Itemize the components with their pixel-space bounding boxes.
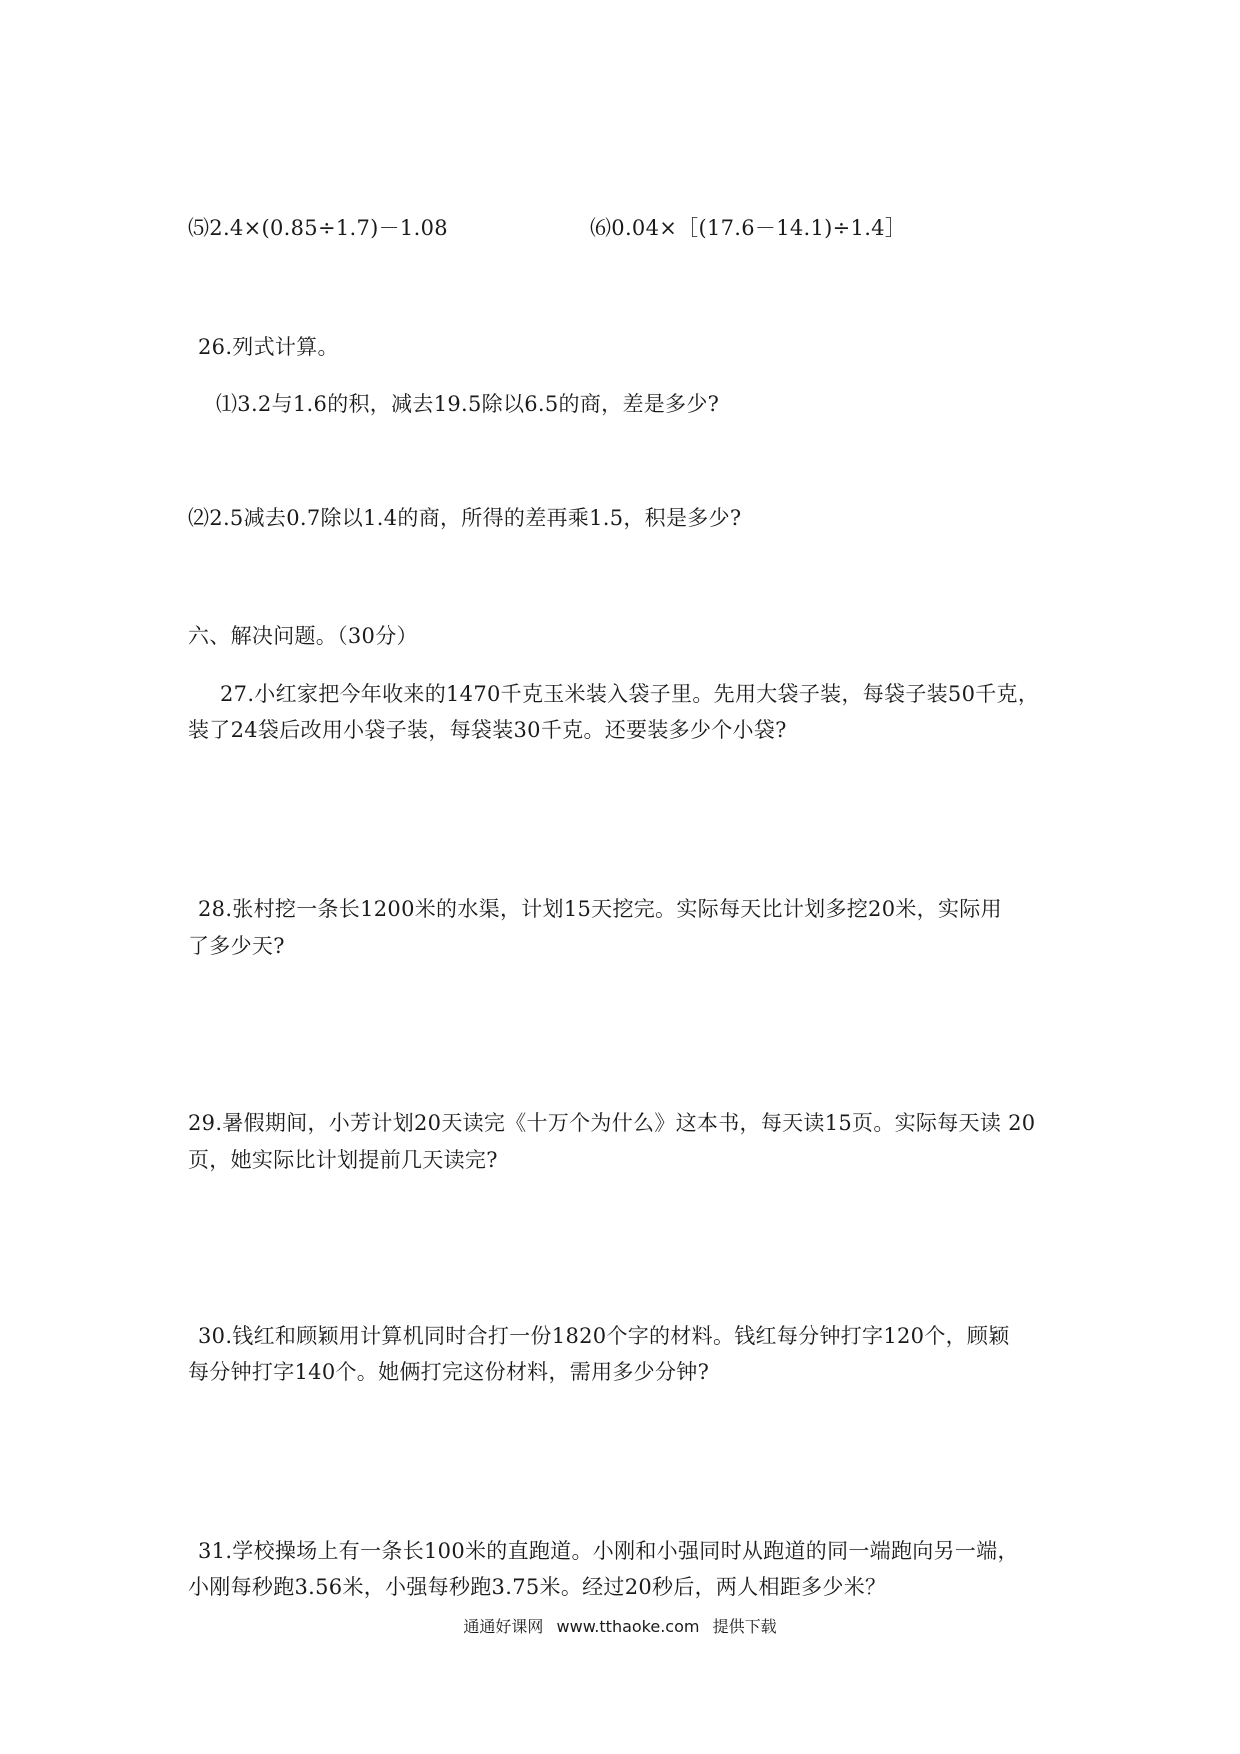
question-31-line-1: 31.学校操场上有一条长100米的直跑道。小刚和小强同时从跑道的同一端跑向另一端， <box>198 1539 1019 1563</box>
page-footer <box>0 1614 1240 1637</box>
question-27-line-1: 27.小红家把今年收来的1470千克玉米装入袋子里。先用大袋子装，每袋子装50千克， <box>220 682 1040 706</box>
question-26-part-1: ⑴3.2与1.6的积，减去19.5除以6.5的商，差是多少? <box>216 392 720 416</box>
question-27-line-2: 装了24袋后改用小袋子装，每袋装30千克。还要装多少个小袋? <box>188 718 787 742</box>
footer-url[interactable]: www.tthaoke.com <box>556 1617 700 1636</box>
footer-note: 提供下载 <box>712 1617 777 1636</box>
expression-5: ⑸2.4×(0.85÷1.7)－1.08 <box>188 216 448 240</box>
question-26-part-2: ⑵2.5减去0.7除以1.4的商，所得的差再乘1.5，积是多少? <box>188 506 742 530</box>
question-29-line-1: 29.暑假期间，小芳计划20天读完《十万个为什么》这本书，每天读15页。实际每天读 20 <box>188 1111 1036 1135</box>
section-6-title: 六、解决问题。（30分） <box>188 624 418 648</box>
footer-site-name: 通通好课网 <box>463 1617 544 1636</box>
question-28-line-2: 了多少天? <box>188 934 285 958</box>
question-31-line-2: 小刚每秒跑3.56米，小强每秒跑3.75米。经过20秒后，两人相距多少米？ <box>188 1575 887 1599</box>
question-30-line-2: 每分钟打字140个。她俩打完这份材料，需用多少分钟? <box>188 1360 710 1384</box>
question-29-line-2: 页，她实际比计划提前几天读完? <box>188 1148 498 1172</box>
expression-6: ⑹0.04×［(17.6－14.1)÷1.4］ <box>590 216 907 240</box>
question-30-line-1: 30.钱红和顾颖用计算机同时合打一份1820个字的材料。钱红每分钟打字120个，顾颖 <box>198 1324 1010 1348</box>
question-26-title: 26.列式计算。 <box>198 335 339 359</box>
question-28-line-1: 28.张村挖一条长1200米的水渠，计划15天挖完。实际每天比计划多挖20米，实际用 <box>198 897 1002 921</box>
